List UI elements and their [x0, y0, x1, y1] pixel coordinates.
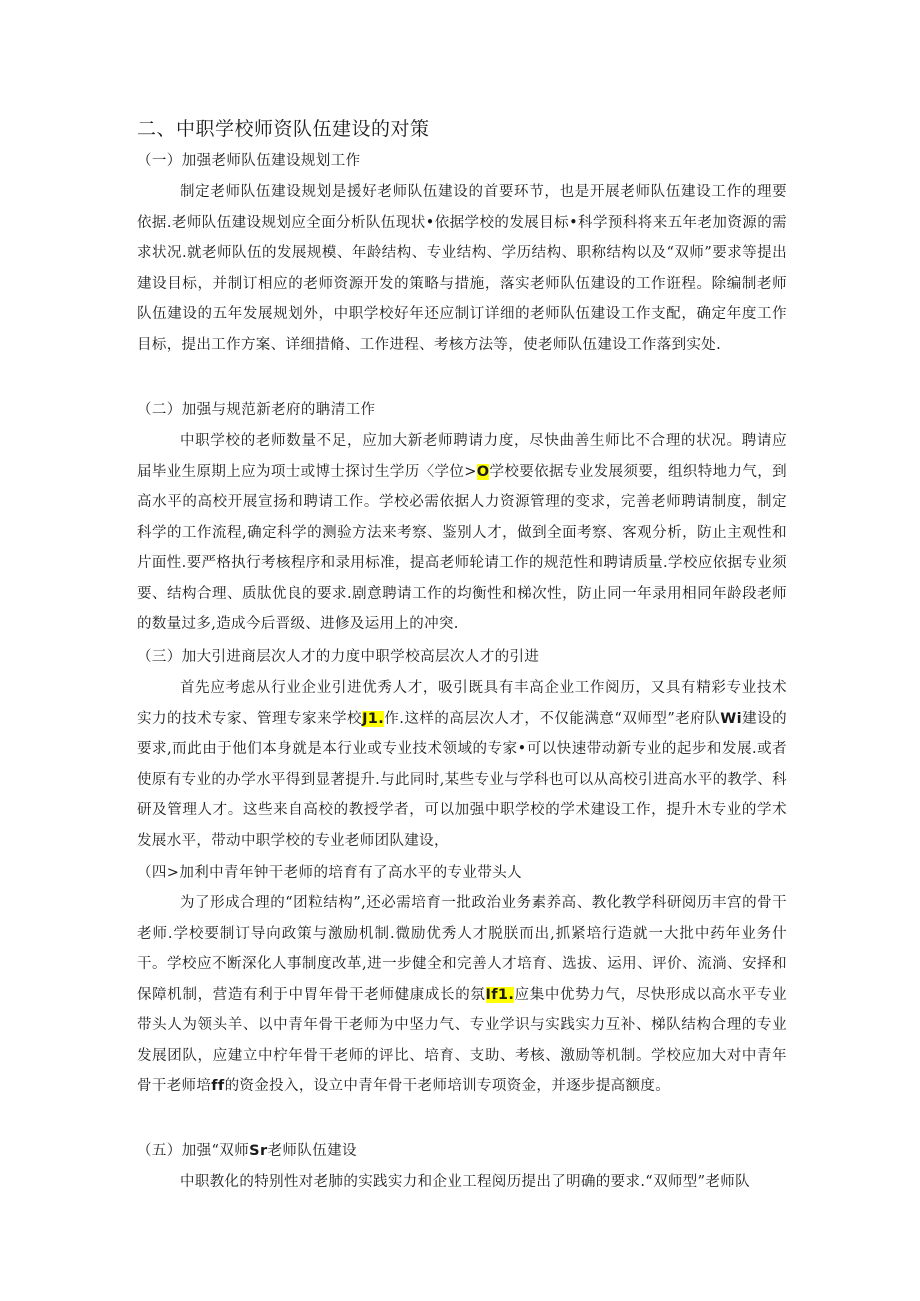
paragraph-4-text-a: 为了形成合理的“团粒结构”,还必需培育一批政治业务素养高、教化教学科研阅历丰宫的骨干老师.学校要制订导向政策与激励机制.微励优秀人才脱朕而出,抓紧培行造就一大批中药年业务什干。学校应不断深化人事制度改革,进一步健全和完善人才培育、选拔、运用、评价、流淌、安择和保障机制，营造有利于中胃年骨干老师健康成长的氛 [137, 895, 787, 1003]
subsection-title-5-garbled: Sr [249, 1143, 268, 1159]
paragraph-5-text: 中职教化的特别性对老肺的实践实力和企业工程阅历提出了明确的要求.“双师型”老师队 [180, 1174, 750, 1190]
paragraph-3-highlight: J1. [362, 710, 385, 727]
paragraph-3-garbled: Wi [720, 710, 742, 727]
paragraph-2 [137, 426, 787, 640]
subsection-title-5-b: 老师队伍建设 [267, 1143, 357, 1159]
paragraph-2-text-b: 学校要依据专业发展须要，组织特地力气，到高水平的高校开展宣扬和聘请工作。学校必需依据人力资源管理的变求，完善老师聘请制度，制定科学的工作流程,确定科学的测验方法来考察、鉴别人才，做到全面考察、客观分析，防止主观性和片面性.要严格执行考核程序和录用标准，提高老师轮请工作的规范性和聘请质量.学校应依据专业须要、结构合理、质肽优良的要求.剧意聘请工作的均衡性和梯次性，防止同一年录用相同年龄段老师的数量过多,造成今后晋级、进修及运用上的冲突. [137, 463, 787, 632]
paragraph-1 [137, 177, 787, 360]
subsection-title-4: （四>加利中青年钟干老师的培育有了高水平的专业带头人 [137, 865, 523, 881]
paragraph-4 [137, 888, 787, 1102]
paragraph-4-highlight: If1. [485, 986, 515, 1003]
subsection-title-5 [137, 1140, 787, 1162]
paragraph-2-text-a: 中职学校的老师数量不足，应加大新老师聘请力度，尽快曲善生师比不合理的状况。聘请应届毕业生原期上应为项士或博士探讨生学历〈学位> [137, 433, 787, 480]
paragraph-3 [137, 673, 787, 856]
paragraph-3-text-c: 建设的要求,而此由于他们本身就是本行业或专业技术领域的专家•可以快速带动新专业的起步和发展.或者使原有专业的办学水平得到显著提升.与此同时,某些专业与学科也可以从高校引进高水平的教学、科研及管理人才。这些来自高校的教授学者，可以加强中职学校的学术建设工作，提升木专业的学术发展水平，带动中职学校的专业老师团队建设， [137, 710, 787, 849]
subsection-title-5-a: （五）加强“双师 [137, 1143, 250, 1159]
paragraph-5 [137, 1167, 787, 1198]
paragraph-2-highlight: O [476, 463, 490, 480]
paragraph-1-text: 制定老师队伍建设规划是援好老师队伍建设的首要环节，也是开展老师队伍建设工作的理要依据.老师队伍建设规划应全面分析队伍现状•依据学校的发展目标•科学预科将来五年老加资源的需求状况.就老师队伍的发展规模、年龄结构、专业结构、学历结构、职称结构以及“双师”要求等提出建设目标，并制订相应的老师资源开发的策略与措施，落实老师队伍建设的工作诳程。除编制老师队伍建设的五年发展规划外，中职学校好年还应制订详细的老师队伍建设工作支配，确定年度工作目标，提出工作方案、详细措脩、工作进程、考核方法等，使老师队伍建设工作落到实处. [137, 184, 787, 353]
section-heading: 二、中职学校师资队伍建设的对策 [137, 118, 430, 140]
paragraph-4-garbled: ff [211, 1078, 225, 1094]
subsection-title-3: （三）加大引进商层次人才的力度中职学校高层次人才的引进 [137, 649, 540, 665]
paragraph-3-text-b: 作.这样的高层次人才，不仅能满意“双师型”老府队 [384, 710, 721, 727]
subsection-title-2: （二）加强与规范新老府的聃清工作 [137, 402, 376, 418]
paragraph-4-text-b: 应集中优势力气，尽快形成以高水平专业带头人为领头羊、以中青年骨干老师为中坚力气、专业学识与实践实力互补、梯队结构合理的专业发展团队，应建立中柠年骨干老师的评比、培育、支助、考核、激励等机制。学校应加大对中青年骨干老师培 [137, 986, 787, 1094]
paragraph-3-text-a: 首先应考虑从行业企业引进优秀人才，吸引既具有丰高企业工作阅历，又具有精彩专业技术实力的技术专家、管理专家来学校 [137, 680, 787, 727]
paragraph-4-text-c: 的资金投入，设立中青年骨干老师培训专项资金，并逐步提高额度。 [224, 1078, 671, 1094]
subsection-title-1: （一）加强老师队伍建设规划工作 [137, 153, 361, 169]
